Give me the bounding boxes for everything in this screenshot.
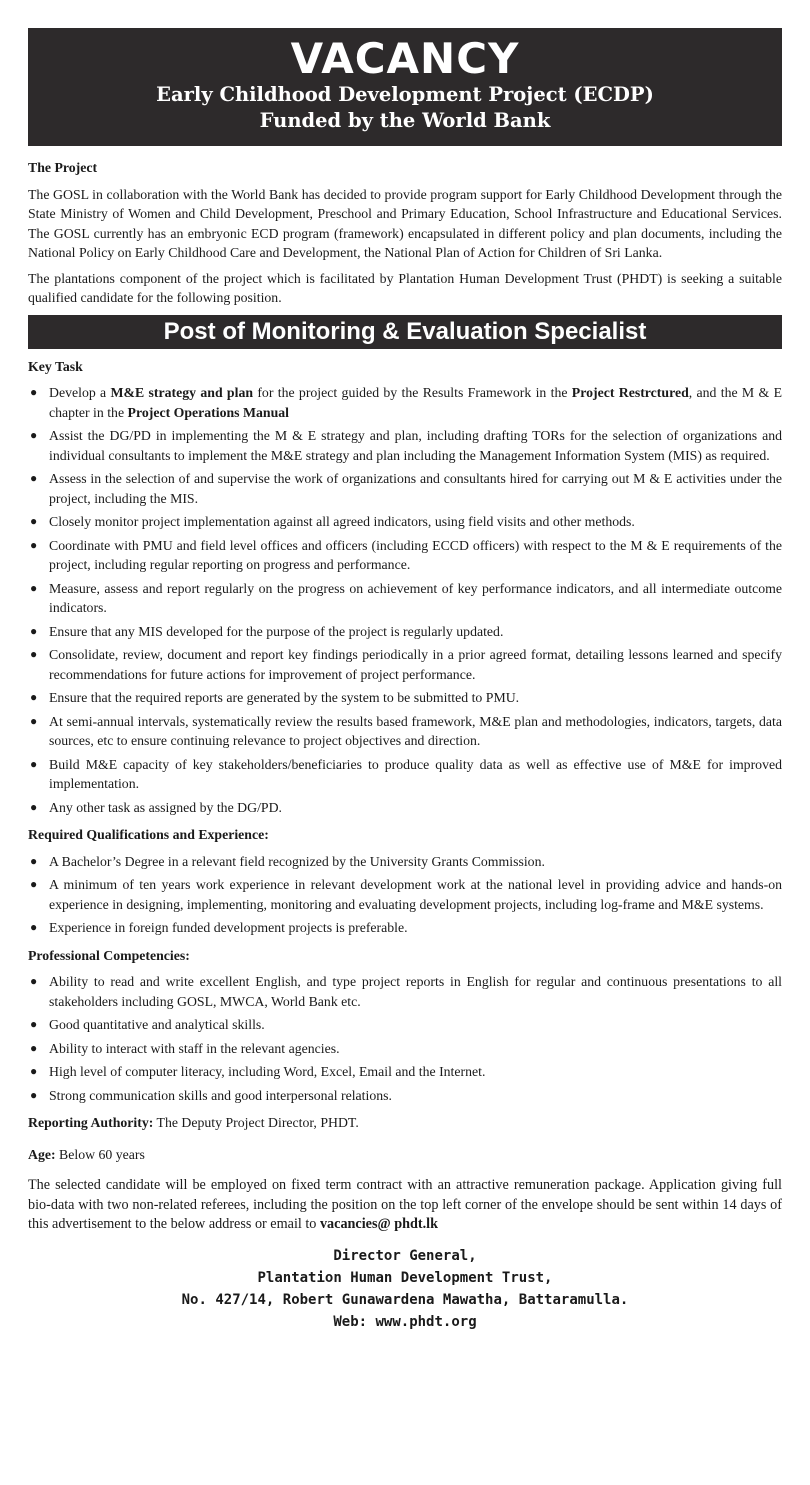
bullet-icon: ● [30, 580, 38, 595]
reporting-authority [28, 1113, 782, 1133]
qualifications-heading: Required Qualifications and Experience: [28, 827, 269, 842]
bullet-icon: ● [30, 799, 38, 814]
bullet-icon: ● [30, 1040, 38, 1055]
bullet-icon: ● [30, 1087, 38, 1102]
qualifications-list [28, 852, 782, 938]
task-text: Measure, assess and report regularly on the progress on achievement of key performance indicators, and all intermediate outcome indicators. [49, 580, 782, 615]
task-text: Ensure that the required reports are generated by the system to be submitted to PMU. [49, 690, 520, 705]
list-item [28, 579, 782, 618]
age-requirement [28, 1145, 782, 1165]
advert-body [28, 158, 782, 1333]
task-text: Ensure that any MIS developed for the purpose of the project is regularly updated. [49, 623, 504, 639]
bullet-icon: ● [30, 428, 38, 442]
project-position-intro: The plantations component of the project which is facilitated by Plantation Human Development Trust (PHDT) is seeking a suitable qualified candidate for the following position. [28, 270, 782, 305]
project-description: The GOSL in collaboration with the World Bank has decided to provide program support for Early Childhood Development through the State Ministry of Women and Child Development, Preschool and Primary Education, School Infrastructure and Educational Services. The GOSL currently has an embryonic ECD program (framework) encapsulated in different policy and plan documents, including the National Policy on Early Childhood Care and Development, the National Plan of Action for Children of Sri Lanka. [28, 186, 782, 260]
bullet-icon: ● [30, 385, 38, 399]
list-item [28, 383, 782, 422]
list-item [28, 1086, 782, 1106]
list-item [28, 426, 782, 465]
bullet-icon: ● [30, 713, 38, 728]
list-item [28, 798, 782, 818]
qualification-text: A minimum of ten years work experience in relevant development work at the national level in providing advice and hands-on experience in designing, implementing, monitoring and evaluating development projects, including log-frame and M&E systems. [49, 877, 782, 912]
website-line: Web: www.phdt.org [333, 1313, 477, 1330]
task-text: Assist the DG/PD in implementing the M & E strategy and plan, including drafting TORs for the selection of organizations and individual consultants to implement the M&E strategy and plan including the Management Information System (MIS) as required. [49, 428, 782, 463]
bullet-icon: ● [30, 974, 38, 988]
competencies-heading: Professional Competencies: [28, 947, 190, 963]
competency-text: Strong communication skills and good interpersonal relations. [49, 1087, 392, 1103]
list-item [28, 712, 782, 751]
key-task-list [28, 383, 782, 817]
task-text: Build M&E capacity of key stakeholders/beneficiaries to produce quality data as well as effective use of M&E for improved implementation. [49, 756, 782, 791]
bullet-icon: ● [30, 514, 38, 528]
bullet-icon: ● [30, 647, 38, 661]
age-value: Below 60 years [55, 1146, 145, 1162]
project-heading: The Project [28, 160, 98, 175]
bullet-icon: ● [30, 1064, 38, 1078]
list-item [28, 688, 782, 708]
task-emphasis: Project Restrctured [571, 385, 689, 400]
project-name: Early Childhood Development Project (ECDP) [156, 83, 654, 106]
funding-line: Funded by the World Bank [259, 109, 551, 132]
qualification-text: Experience in foreign funded development projects is preferable. [49, 920, 408, 935]
competencies-list [28, 972, 782, 1105]
reporting-label: Reporting Authority: [28, 1115, 154, 1130]
competency-text: Ability to interact with staff in the relevant agencies. [49, 1040, 340, 1056]
task-text: Coordinate with PMU and field level offices and officers (including ECCD officers) with respect to the M & E requirements of the project, including regular reporting on progress and performance. [49, 537, 782, 572]
list-item [28, 1015, 782, 1035]
list-item [28, 512, 782, 532]
task-emphasis: M&E strategy and plan [110, 385, 254, 400]
post-title-banner: Post of Monitoring & Evaluation Specialist [28, 315, 782, 349]
bullet-icon: ● [30, 1017, 38, 1031]
bullet-icon: ● [30, 853, 38, 868]
competency-text: Ability to read and write excellent English, and type project reports in English for regular and continuous presentations to all stakeholders including GOSL, MWCA, World Bank etc. [49, 974, 782, 1009]
task-emphasis: Project Operations Manual [127, 404, 289, 420]
bullet-icon: ● [30, 920, 38, 934]
list-item [28, 1039, 782, 1059]
key-task-heading: Key Task [28, 358, 83, 374]
addressee-title: Director General, [333, 1247, 477, 1264]
competency-text: Good quantitative and analytical skills. [49, 1017, 265, 1032]
task-text: At semi-annual intervals, systematically review the results based framework, M&E plan and methodologies, indicators, targets, data sources, etc to ensure continuing relevance to project objectives and direction. [49, 713, 782, 748]
bullet-icon: ● [30, 623, 38, 638]
list-item [28, 622, 782, 642]
header-banner [28, 28, 782, 146]
age-label: Age: [28, 1146, 56, 1162]
list-item [28, 645, 782, 684]
bullet-icon: ● [30, 877, 38, 891]
list-item [28, 918, 782, 938]
reporting-value: The Deputy Project Director, PHDT. [153, 1115, 359, 1130]
bullet-icon: ● [30, 690, 38, 704]
task-text: for the project guided by the Results Framework in the [253, 385, 572, 400]
task-text: Closely monitor project implementation against all agreed indicators, using field visits and other methods. [49, 514, 635, 529]
list-item [28, 875, 782, 914]
task-text: Any other task as assigned by the DG/PD. [49, 799, 282, 815]
list-item [28, 469, 782, 508]
list-item [28, 852, 782, 872]
list-item [28, 972, 782, 1011]
qualification-text: A Bachelor’s Degree in a relevant field recognized by the University Grants Commission. [49, 853, 545, 869]
competency-text: High level of computer literacy, including Word, Excel, Email and the Internet. [49, 1064, 486, 1079]
list-item [28, 536, 782, 575]
task-text: Assess in the selection of and supervise the work of organizations and consultants hired for carrying out M & E activities under the project, including the MIS. [49, 471, 782, 506]
bullet-icon: ● [30, 756, 38, 771]
vacancy-title: VACANCY [290, 34, 520, 83]
application-text: The selected candidate will be employed on fixed term contract with an attractive remuneration package. Application giving full bio-data with two non-related referees, including the position on the top left corner of the envelope should be sent within 14 days of this advertisement to the below address or email to [28, 1177, 782, 1232]
contact-address-block [28, 1245, 782, 1333]
bullet-icon: ● [30, 537, 38, 552]
task-text: Develop a [49, 385, 111, 400]
list-item [28, 755, 782, 794]
bullet-icon: ● [30, 471, 38, 485]
task-text: , and the M & E chapter in the [49, 385, 782, 420]
postal-address: No. 427/14, Robert Gunawardena Mawatha, Battaramulla. [181, 1291, 629, 1308]
application-email: vacancies@ phdt.lk [319, 1216, 438, 1232]
task-text: Consolidate, review, document and report key findings periodically in a prior agreed format, detailing lessons learned and specify recommendations for future actions for improvement of project performance. [49, 647, 782, 682]
organization-name: Plantation Human Development Trust, [257, 1269, 553, 1286]
list-item [28, 1062, 782, 1082]
application-instructions [28, 1176, 782, 1235]
